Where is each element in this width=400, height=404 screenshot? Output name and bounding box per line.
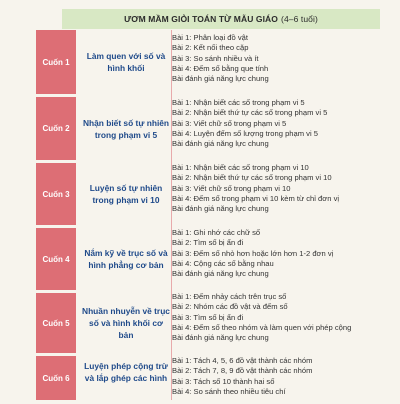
lesson-item: Bài 4: Đếm số bằng que tính — [172, 63, 269, 73]
book-title: Nhận biết số tự nhiên trong phạm vi 5 — [82, 117, 170, 140]
lesson-item: Bài 1: Đếm nhảy cách trên trục số — [172, 292, 287, 301]
volume-label: Cuốn 5 — [36, 293, 76, 353]
lesson-item: Bài 2: Nhận biết thứ tự các số trong phạm vi 5 — [172, 108, 328, 118]
volume-label: Cuốn 6 — [36, 356, 76, 400]
lesson-item: Bài đánh giá năng lực chung — [172, 139, 269, 149]
lesson-item: Bài 4: Luyện đếm số lượng trong phạm vi 5 — [172, 128, 318, 138]
lesson-item: Bài 4: So sánh theo nhiều tiêu chí — [172, 386, 286, 396]
lesson-item: Bài 1: Ghi nhớ các chữ số — [172, 228, 261, 237]
lesson-item: Bài đánh giá năng lực chung — [172, 204, 269, 214]
lesson-item: Bài 3: So sánh nhiều và ít — [172, 53, 259, 63]
table-header — [62, 9, 380, 29]
lesson-list — [172, 163, 382, 214]
column-divider — [171, 30, 172, 400]
lesson-item: Bài 2: Tách 7, 8, 9 đồ vật thành các nhóm — [172, 366, 313, 376]
header-title: ƯƠM MẦM GIỎI TOÁN TỪ MẪU GIÁO — [124, 14, 279, 24]
lesson-list — [172, 33, 382, 84]
lesson-item: Bài 1: Nhận biết các số trong phạm vi 5 — [172, 98, 305, 107]
lesson-list — [172, 292, 382, 343]
lesson-list — [172, 228, 382, 279]
lesson-item: Bài 3: Tách số 10 thành hai số — [172, 376, 275, 386]
volume-label: Cuốn 4 — [36, 228, 76, 290]
lesson-item: Bài 1: Phân loại đồ vật — [172, 33, 248, 42]
lesson-item: Bài 2: Nhận biết thứ tự các số trong phạm vi 10 — [172, 173, 332, 183]
lesson-item: Bài 1: Nhận biết các số trong phạm vi 10 — [172, 163, 309, 172]
header-age-range: (4–6 tuổi) — [281, 14, 318, 24]
lesson-item: Bài 3: Viết chữ số trong phạm vi 10 — [172, 183, 291, 193]
lesson-item: Bài 2: Kết nối theo cặp — [172, 43, 249, 53]
book-title: Nắm kỹ về trục số và hình phẳng cơ bản — [84, 248, 168, 270]
book-title: Làm quen với số và hình khối — [86, 51, 166, 73]
lesson-item: Bài đánh giá năng lực chung — [172, 74, 269, 84]
lesson-item: Bài đánh giá năng lực chung — [172, 333, 269, 343]
lesson-item: Bài 2: Nhóm các đồ vật và đếm số — [172, 302, 288, 312]
volume-label: Cuốn 2 — [36, 97, 76, 160]
book-title: Nhuần nhuyễn về trục số và hình khối cơ bản — [82, 306, 170, 340]
volume-label: Cuốn 1 — [36, 30, 76, 94]
lesson-item: Bài 1: Tách 4, 5, 6 đồ vật thành các nhóm — [172, 356, 313, 365]
lesson-list — [172, 356, 382, 397]
lesson-item: Bài 3: Viết chữ số trong phạm vi 5 — [172, 118, 287, 128]
lesson-item: Bài 2: Tìm số bị ẩn đi — [172, 238, 244, 248]
lesson-item: Bài 4: Đếm số theo nhóm và làm quen với phép cộng — [172, 322, 352, 332]
lesson-item: Bài 4: Cộng các số bằng nhau — [172, 258, 274, 268]
book-title: Luyện số tự nhiên trong phạm vi 10 — [89, 183, 163, 205]
lesson-list — [172, 98, 382, 149]
lesson-item: Bài 4: Đếm số trong phạm vi 10 kèm từ chỉ đơn vị — [172, 193, 340, 203]
lesson-item: Bài 3: Đếm số nhỏ hơn hoặc lớn hơn 1-2 đơn vị — [172, 248, 334, 258]
book-title: Luyện phép cộng trừ và lắp ghép các hình — [84, 361, 168, 383]
volume-label: Cuốn 3 — [36, 163, 76, 225]
lesson-item: Bài đánh giá năng lực chung — [172, 269, 269, 279]
lesson-item: Bài 3: Tìm số bị ẩn đi — [172, 312, 244, 322]
